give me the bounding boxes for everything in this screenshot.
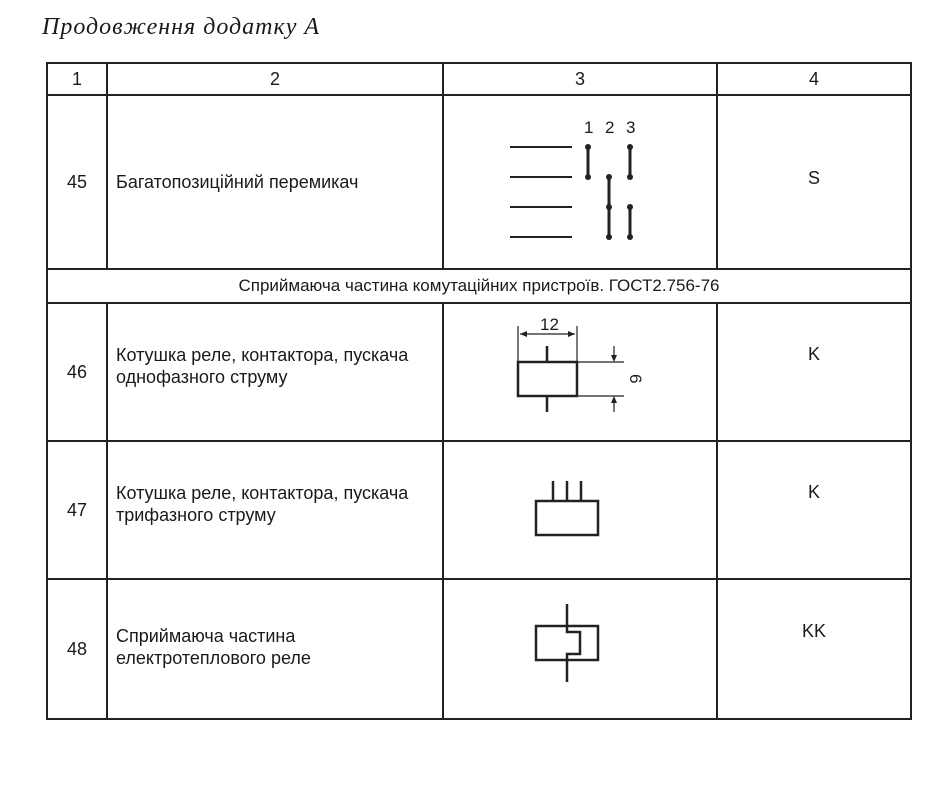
- coil-single-phase-symbol: [443, 303, 717, 441]
- row-number: 45: [47, 95, 107, 269]
- multiposition-switch-icon: [500, 117, 660, 247]
- coil-width-dimension: 12: [540, 315, 559, 334]
- coil-three-phase-icon: [500, 465, 660, 555]
- coil-height-dimension: 6: [626, 374, 645, 384]
- column-header: 1: [47, 63, 107, 95]
- section-title: Сприймаюча частина комутаційних пристроїв. ГОСТ2.756-76: [47, 269, 911, 303]
- table-row: [47, 441, 911, 579]
- table-row: [47, 579, 911, 719]
- row-number: 48: [47, 579, 107, 719]
- thermal-relay-symbol: [443, 579, 717, 719]
- row-name: Багатопозиційний перемикач: [107, 95, 443, 269]
- table-header-row: [47, 63, 911, 95]
- table-row: [47, 303, 911, 441]
- switch-label: 2: [605, 118, 615, 137]
- column-header: 4: [717, 63, 911, 95]
- thermal-relay-icon: [500, 594, 660, 704]
- table-row: [47, 95, 911, 269]
- letter-code: KK: [717, 579, 911, 719]
- coil-three-phase-symbol: [443, 441, 717, 579]
- row-name: Сприймаюча частина електротеплового реле: [107, 579, 443, 719]
- symbols-table: [46, 62, 912, 720]
- column-header: 3: [443, 63, 717, 95]
- switch-label: 1: [584, 118, 594, 137]
- coil-single-phase-icon: [500, 312, 660, 432]
- letter-code: S: [717, 95, 911, 269]
- row-number: 47: [47, 441, 107, 579]
- multiposition-switch-symbol: [443, 95, 717, 269]
- letter-code: K: [717, 303, 911, 441]
- page-heading: Продовження додатку А: [42, 14, 321, 40]
- row-name: Котушка реле, контактора, пускача трифазного струму: [107, 441, 443, 579]
- letter-code: K: [717, 441, 911, 579]
- row-name: Котушка реле, контактора, пускача однофазного струму: [107, 303, 443, 441]
- switch-label: 3: [626, 118, 636, 137]
- column-header: 2: [107, 63, 443, 95]
- section-row: [47, 269, 911, 303]
- row-number: 46: [47, 303, 107, 441]
